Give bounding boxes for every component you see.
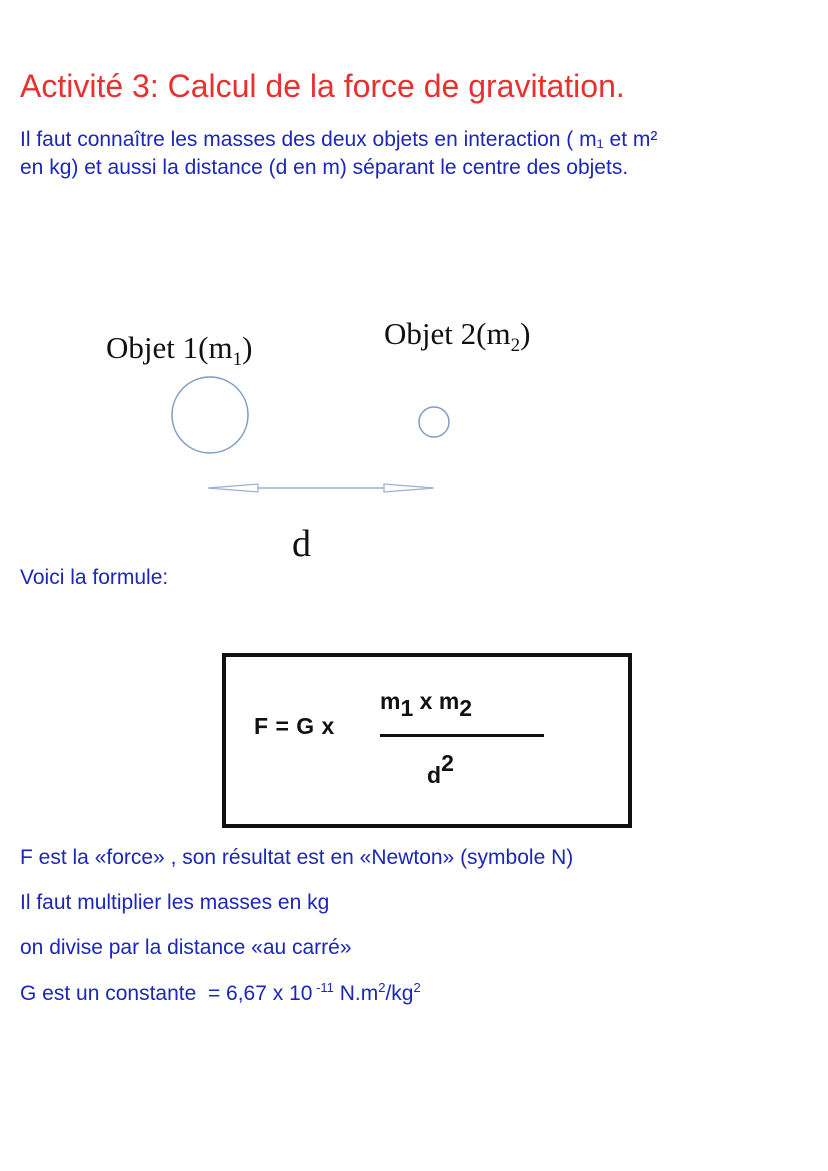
objects-diagram xyxy=(0,0,828,560)
fraction-bar xyxy=(380,734,544,737)
formula-intro: Voici la formule: xyxy=(20,566,169,589)
explanation-divide: on divise par la distance «au carré» xyxy=(20,936,352,959)
constant-unit: N.m xyxy=(333,982,379,1005)
numerator-times: x xyxy=(413,688,439,714)
constant-prefix: G est un constante = 6,67 x 10 xyxy=(20,982,313,1005)
object-2-suffix: ) xyxy=(520,316,531,351)
numerator-m1-sub: 1 xyxy=(400,695,414,721)
numerator-m2: m xyxy=(438,688,460,714)
formula-box xyxy=(222,653,632,828)
denominator-exponent: 2 xyxy=(441,750,454,776)
denominator-d: d xyxy=(427,762,442,788)
intro-line-2: en kg) et aussi la distance (d en m) séparant le centre des objets. xyxy=(20,156,629,179)
object-1-circle xyxy=(172,377,248,453)
formula-left-side: F = G x xyxy=(254,713,335,739)
distance-arrow xyxy=(208,484,434,492)
constant-unit-mid: /kg xyxy=(385,982,414,1005)
numerator-m1: m xyxy=(380,688,401,714)
formula-denominator xyxy=(427,750,454,789)
object-2-text: Objet 2(m xyxy=(384,316,511,351)
object-1-text: Objet 1(m xyxy=(106,330,233,365)
constant-unit-exp-2: 2 xyxy=(413,980,421,995)
object-2-subscript: 2 xyxy=(510,335,521,356)
constant-exponent: -11 xyxy=(312,980,334,995)
distance-label: d xyxy=(292,523,311,565)
activity-title: Activité 3: Calcul de la force de gravitation. xyxy=(20,68,625,104)
constant-unit-exp-1: 2 xyxy=(378,980,386,995)
formula-numerator xyxy=(380,688,473,721)
intro-line-1: Il faut connaître les masses des deux objets en interaction ( m₁ et m² xyxy=(20,128,658,151)
explanation-force: F est la «force» , son résultat est en «Newton» (symbole N) xyxy=(20,846,574,869)
explanation-constant xyxy=(20,982,421,1006)
object-1-suffix: ) xyxy=(242,330,253,365)
object-1-subscript: 1 xyxy=(232,349,243,370)
numerator-m2-sub: 2 xyxy=(459,695,473,721)
object-2-circle xyxy=(419,407,449,437)
explanation-multiply: Il faut multiplier les masses en kg xyxy=(20,891,330,914)
